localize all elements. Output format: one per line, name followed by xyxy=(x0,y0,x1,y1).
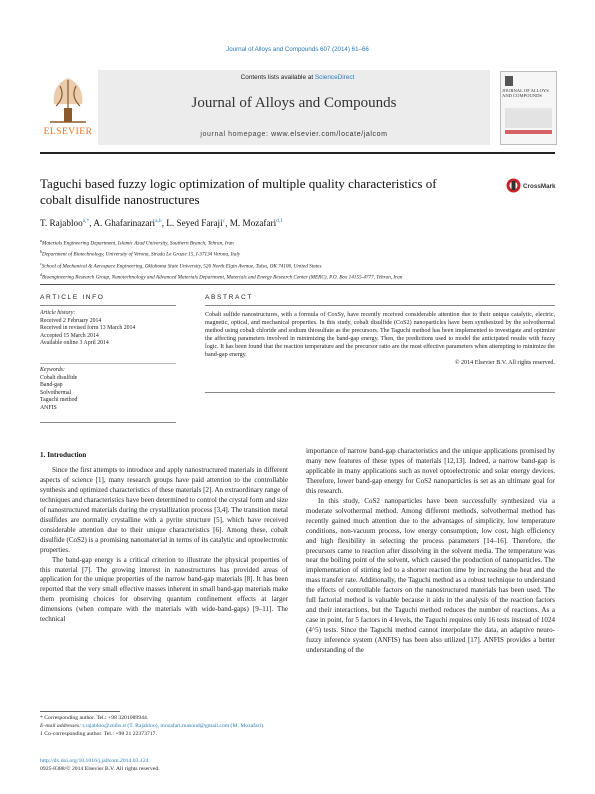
abstract-body xyxy=(205,311,555,367)
doi-block xyxy=(40,758,160,773)
body-column-left xyxy=(40,466,288,625)
article-info-heading: ARTICLE INFO xyxy=(40,294,105,301)
affiliation-text: Bioengineering Research Group, Nanotechnology and Advanced Materials Department, Materials and Energy Research Center (MERC), P.O. Box 14155-4777, Tehran, Iran xyxy=(42,274,403,281)
homepage-prefix: journal homepage: xyxy=(200,131,272,138)
journal-cover-thumbnail[interactable] xyxy=(500,71,557,145)
author-name[interactable]: M. Mozafari xyxy=(229,218,277,229)
journal-citation[interactable]: Journal of Alloys and Compounds 607 (2014) 61–66 xyxy=(226,46,369,53)
introduction-heading: 1. Introduction xyxy=(40,451,87,459)
journal-title: Journal of Alloys and Compounds xyxy=(191,95,397,111)
keywords-label: Keywords: xyxy=(40,367,65,373)
abstract-copyright: © 2014 Elsevier B.V. All rights reserved. xyxy=(454,360,555,367)
body-column-right xyxy=(306,447,555,656)
affiliation-text: Department of Biotechnology, University of Verona, Strada Le Grazie 15, I-37134 Verona, Italy xyxy=(42,252,241,259)
affiliation-text: School of Mechanical & Aerospace Engineering, Oklahoma State University, 526 North Elgin Avenue, Tulsa, OK 74106, United States xyxy=(41,263,322,270)
abstract-end-rule xyxy=(205,392,555,393)
keywords-list xyxy=(40,367,180,413)
abstract-heading: ABSTRACT xyxy=(205,294,253,301)
author-name[interactable]: T. Rajabloo xyxy=(40,218,83,229)
keyword: ANFIS xyxy=(40,404,57,411)
history-label: Article history: xyxy=(40,310,76,316)
keyword: Solvothermal xyxy=(40,389,72,396)
header-divider xyxy=(40,152,555,154)
keyword: Taguchi method xyxy=(40,397,78,404)
doi-link[interactable]: http://dx.doi.org/10.1016/j.jallcom.2014.03.124 xyxy=(40,758,149,764)
affiliation xyxy=(40,237,555,248)
homepage-link[interactable]: www.elsevier.com/locate/jalcom xyxy=(271,131,388,138)
crossmark-label[interactable]: CrossMark xyxy=(523,183,556,190)
email-addresses[interactable]: t.rajabloo@znibs.it (T. Rajabloo), mozafari.masoud@gmail.com (M. Mozafari). xyxy=(82,723,265,729)
article-info-end-rule xyxy=(40,422,176,423)
footnotes xyxy=(40,714,300,738)
affiliation xyxy=(40,260,555,271)
author-affiliation-mark[interactable]: a,b xyxy=(155,218,162,224)
keyword: Cobalt disulfide xyxy=(40,374,78,381)
affiliation-list xyxy=(40,237,555,282)
contents-prefix: Contents lists available at xyxy=(240,74,315,81)
author-affiliation-mark[interactable]: d,1 xyxy=(276,218,284,224)
article-info-subrule xyxy=(40,363,176,364)
crossmark-icon[interactable] xyxy=(506,178,521,193)
article-info-rule xyxy=(40,305,176,306)
email-note xyxy=(40,722,300,730)
author-affiliation-mark[interactable]: c xyxy=(222,218,226,224)
history-item: Available online 3 April 2014 xyxy=(40,340,109,347)
elsevier-wordmark: ELSEVIER xyxy=(43,127,93,137)
journal-homepage xyxy=(98,131,490,138)
paragraph: Since the first attempts to introduce and apply nanostructured materials in different aspects of science [1], many research groups have paid attention to the controllable synthesis and optimized characteristics of these materials [2]. An extraordinary range of techniques and characteristics have been determined to control the crystal form and size of nanostructured materials during the crystallization process [3,4]. The transition metal disulfides are normally crystalline with a pyrite structure [5], which have received considerable attention due to their unique characteristics [6]. Among these, cobalt disulfide (CoS2) is a promising nanomaterial in terms of its catalytic and optoelectronic properties. xyxy=(40,466,288,554)
corresponding-author-note: * Corresponding author. Tel.: +98 3201089944. xyxy=(40,715,149,721)
author-name[interactable]: L. Seyed Faraji xyxy=(166,218,223,229)
affiliation-mark: b xyxy=(40,249,42,255)
paragraph: In this study, CoS2 nanoparticles have been successfully synthesized via a moderate solvothermal method. Among different methods, solvothermal method has recently gained much attention due to the advantages of simplicity, low temperature conditions, non-vacuum process, low energy consumption, low cost, high efficiency and high flexibility in selecting the process parameters [14–16]. Therefore, the precursors came to reaction after dissolving in the solvent media. The temperature was near the boiling point of the solvent, which caused the production of nanoparticles. The implementation of stirring led to a shorter reaction time by increasing the heat and the mass transfer rate. Additionally, the Taguchi method as a robust technique to understand the effects of controllable factors on the nanostructured materials has been used. The full factorial method is valuable because it aids in the analysis of the reaction factors and their interactions, but the Taguchi method reduces the number of reactions. As a case in point, for 5 factors in 4 levels, the Taguchi requires only 16 tests instead of 1024 (4^5) tests. Since the Taguchi method cannot interpolate the data, an adaptive neuro-fuzzy inference system (ANFIS) has been also utilized [17]. ANFIS provides a better understanding of the xyxy=(306,496,555,655)
affiliation-mark: a xyxy=(40,238,42,243)
affiliation-text: Materials Engineering Department, Islamic Azad University, Southern Branch, Tehran, Iran xyxy=(42,240,234,247)
article-history xyxy=(40,310,180,348)
cover-title: JOURNAL OF ALLOYS AND COMPOUNDS xyxy=(502,88,549,98)
footnote-rule xyxy=(40,711,120,712)
abstract-rule xyxy=(205,305,555,306)
history-item: Received 2 February 2014 xyxy=(40,317,102,324)
affiliation-mark: d xyxy=(40,271,42,277)
keyword: Band-gap xyxy=(40,382,63,389)
history-item: Accepted 15 March 2014 xyxy=(40,332,99,339)
paragraph: The band-gap energy is a critical criterion to illustrate the physical properties of this material [7]. The growing interest in nanostructures has provided areas of application for the unique properties of the narrow band-gap materials [8]. It has been reported that the very small effective masses inherent in small band-gap materials make them promising choices for observing quantum confinement effects at larger dimensions (when compare with the materials with wide-band-gaps) [9–11]. The technical xyxy=(40,555,288,624)
article-title: Taguchi based fuzzy logic optimization of multiple quality characteristics of cobalt disulfide nanostructures xyxy=(40,176,437,207)
issn-line: 0925-8388/© 2014 Elsevier B.V. All rights reserved. xyxy=(40,765,160,772)
section-divider xyxy=(40,284,555,285)
author-affiliation-mark[interactable]: a,* xyxy=(82,218,90,224)
co-corresponding-note: 1 Co-corresponding author. Tel.: +98 21 22373717. xyxy=(40,731,157,737)
author-list: T. Rajabloo$^{a,*}$, A. Ghafarinazari$^{a,b}$, L. Seyed Faraji$^c$, M. Mozafari$^{d,1}$ xyxy=(40,218,284,229)
affiliation-mark: c xyxy=(40,260,42,266)
email-label: E-mail addresses: xyxy=(40,723,83,729)
paragraph: importance of narrow band-gap characteristics and the unique applications promised by many new features of these types of materials [12,13]. Indeed, a narrow band-gap is applicable in many applications such as novel optoelectronic and solar energy devices. Therefore, lower band-gap energy for CoS2 nanoparticles is set as an ultimate goal for this research. xyxy=(306,447,555,495)
author-name[interactable]: A. Ghafarinazari xyxy=(93,218,156,229)
affiliation xyxy=(40,271,555,282)
sciencedirect-link[interactable]: ScienceDirect xyxy=(314,74,355,81)
abstract-text: Cobalt sulfide nanostructures, with a formula of CoxSy, have recently received considerable attention due to their unique catalytic, electric, magnetic, optical, and mechanical properties. In this study, cobalt disulfide (CoS2) nanoparticles have been synthesized by the solvothermal method using cobalt chloride and sodium thiosulfate as the precursors. The Taguchi method has been implemented to investigate and optimize the affecting parameters involved in minimizing the band-gap energy. Then, the predictions used to model the anticipated results with fuzzy logic. It has been found that the reaction temperature and the precursor ratio are the most effective parameters when attempting to minimize the band-gap energy. xyxy=(205,312,555,359)
history-item: Received in revised form 13 March 2014 xyxy=(40,325,136,332)
affiliation xyxy=(40,248,555,259)
